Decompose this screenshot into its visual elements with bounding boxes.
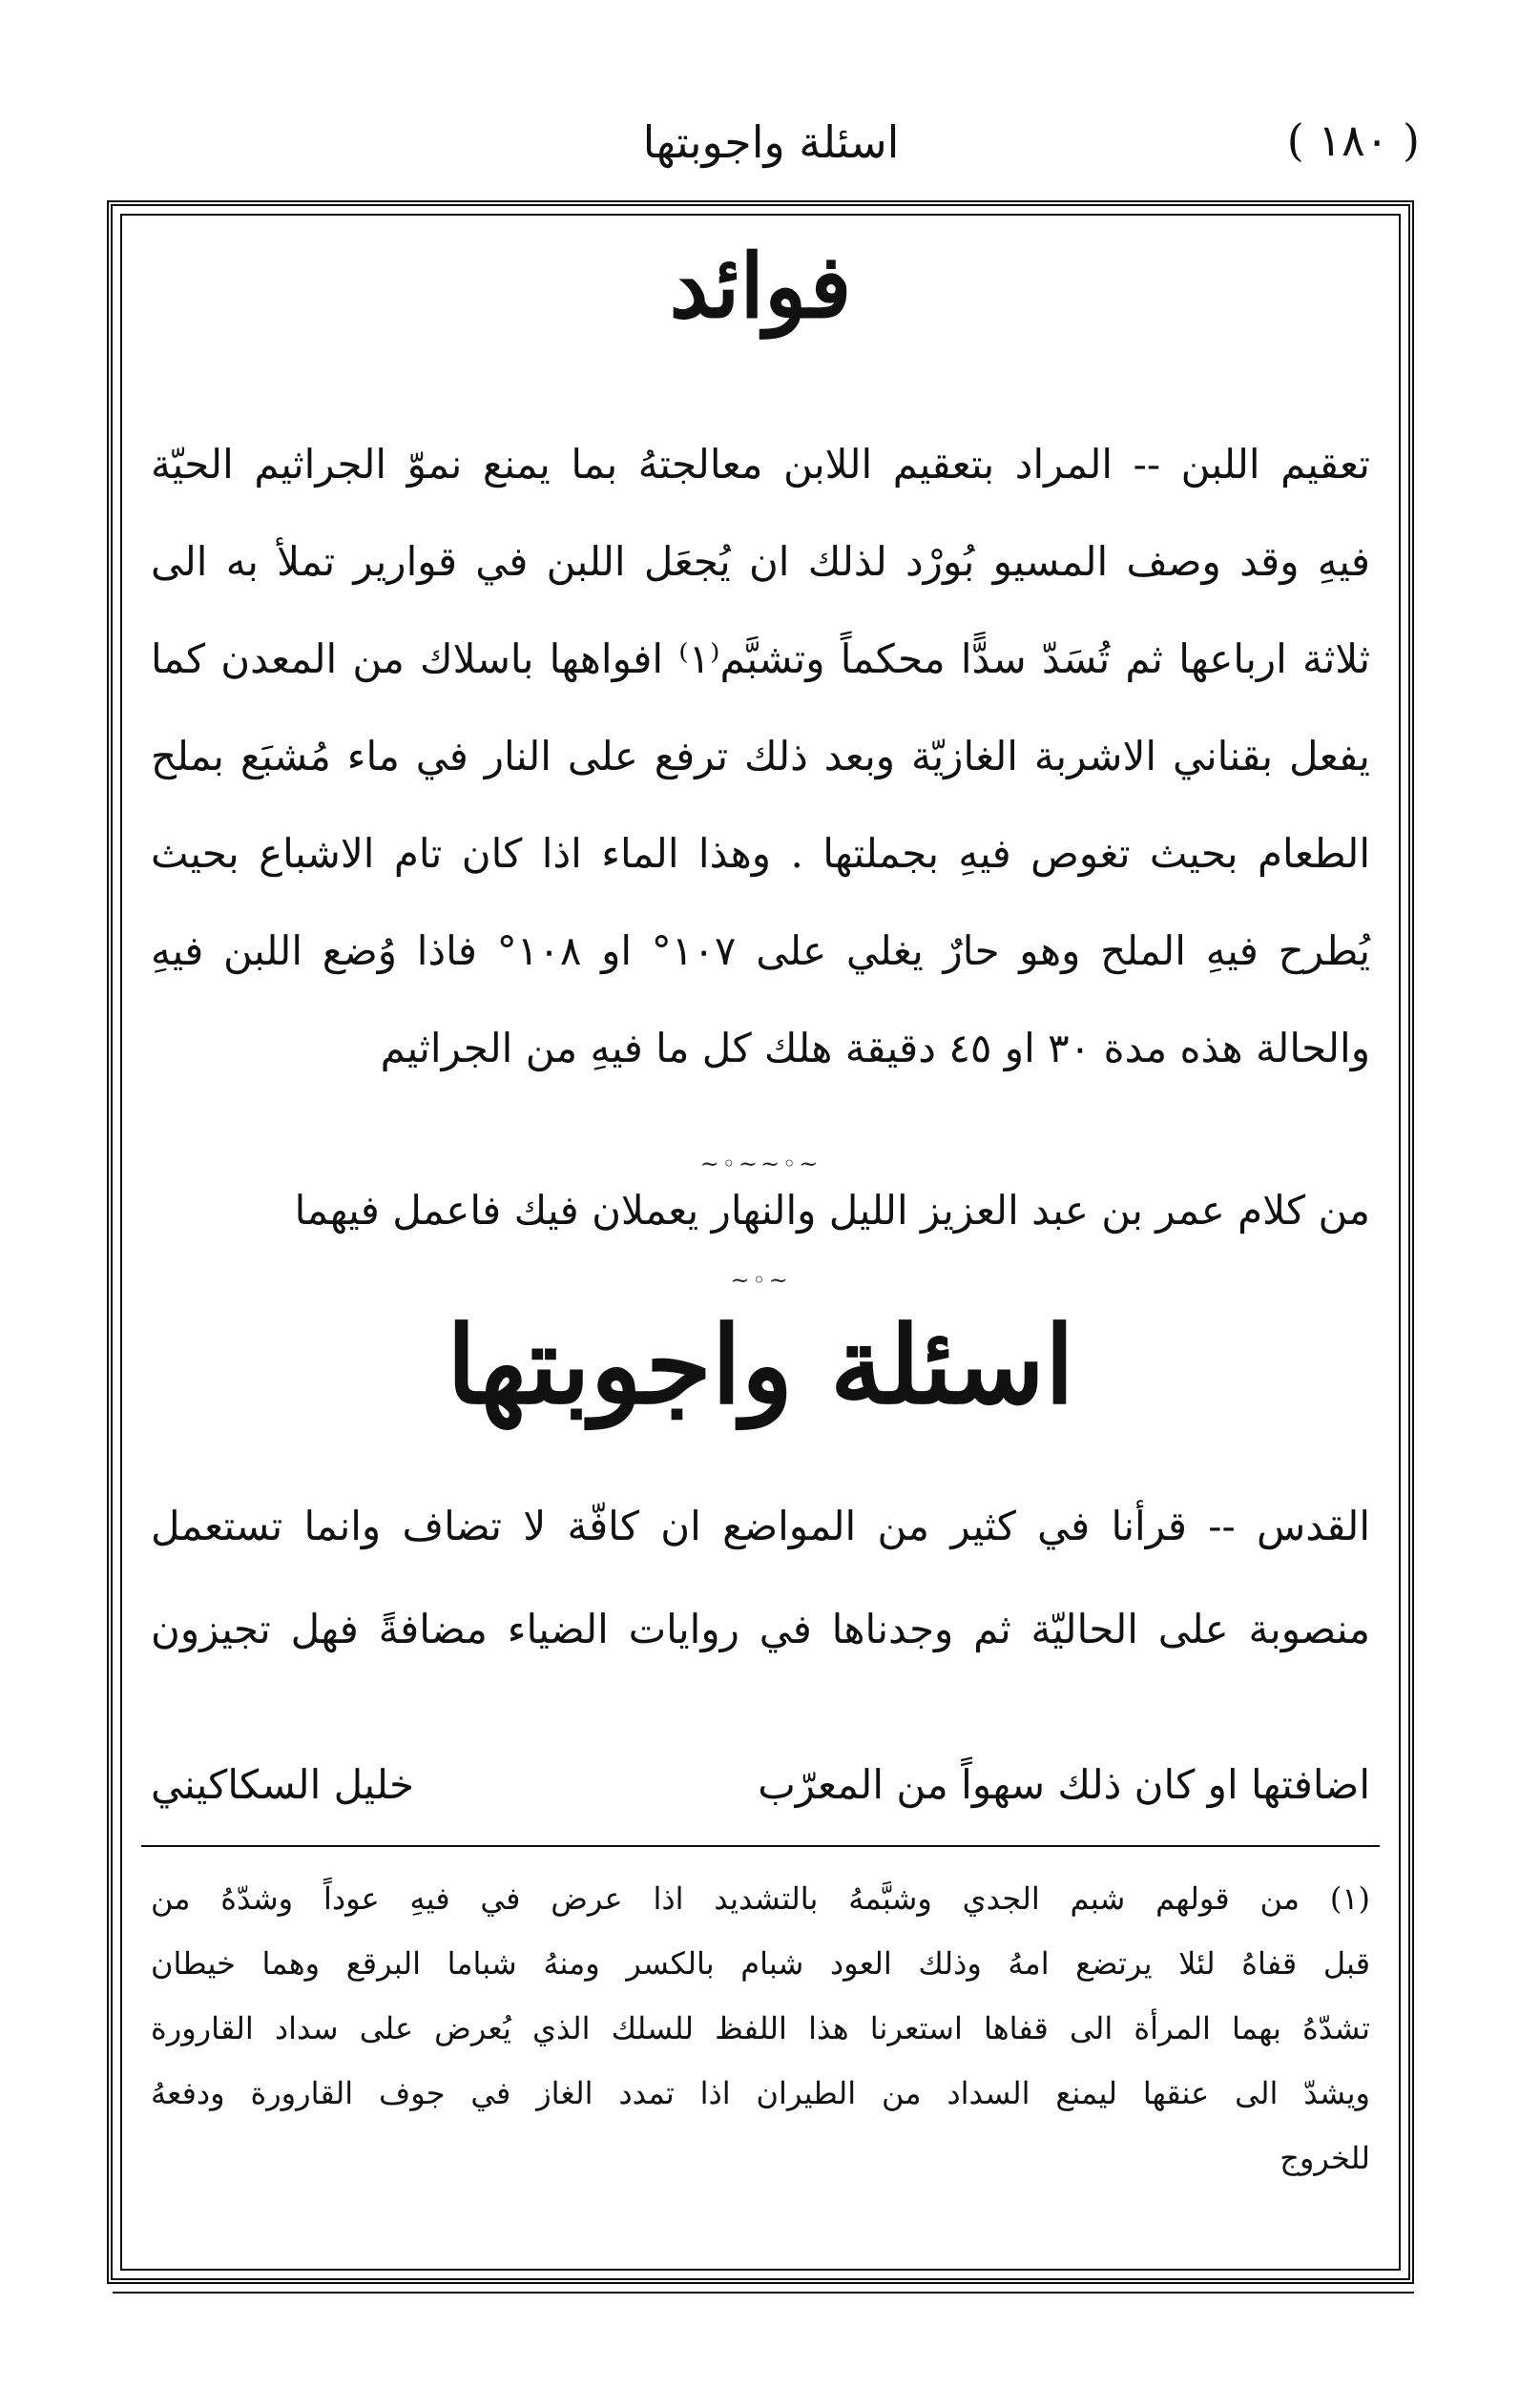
section-title-fawaid: فوائد bbox=[669, 235, 852, 338]
question-paragraph bbox=[151, 1475, 1370, 1681]
text-line: اضافتها او كان ذلك سهواً من المعرّب bbox=[758, 1761, 1370, 1808]
footnote-line: (١) من قولهم شبم الجدي وشبَّمهُ بالتشديد اذا عرض في فيهِ عوداً وشدّهُ من bbox=[151, 1880, 1371, 1917]
page-number: ( ١٨٠ ) bbox=[1286, 114, 1420, 166]
page-header bbox=[113, 105, 1429, 191]
page-frame bbox=[107, 200, 1414, 2284]
quote-umar bbox=[151, 1177, 1370, 1244]
text-line: يفعل بقناني الاشربة الغازيّة وبعد ذلك ترفع على النار في ماء مُشبَع بملح bbox=[151, 733, 1370, 779]
footnote-line: تشدّهُ بهما المرأة الى قفاها استعرنا هذا اللفظ للسلك الذي يُعرض على سداد القارورة bbox=[151, 2010, 1371, 2046]
footnote-line: قبل قفاهُ لئلا يرتضع امهُ وذلك العود شبام بالكسر ومنهُ شباما البرقع وهما خيطان bbox=[151, 1945, 1370, 1982]
section-title-questions: اسئلة واجوبتها bbox=[447, 1303, 1074, 1428]
text-line: القدس -- قرأنا في كثير من المواضع ان كافّة لا تضاف وانما تستعمل bbox=[151, 1503, 1370, 1549]
article-milk-sterilization bbox=[151, 416, 1370, 1097]
footnote-line: ويشدّ الى عنقها ليمنع السداد من الطيران اذا تمدد الغاز في جوف القارورة ودفعهُ bbox=[151, 2075, 1370, 2111]
quote-line: من كلام عمر بن عبد العزيز الليل والنهار يعملان فيك فاعمل فيهما bbox=[294, 1187, 1370, 1234]
text-line: يُطرح فيهِ الملح وهو حارٌ يغلي على ١٠٧° او ١٠٨° فاذا وُضع اللبن فيهِ bbox=[151, 927, 1371, 974]
text-line: منصوبة على الحاليّة ثم وجدناها في روايات الضياء مضافةً فهل تجيزون bbox=[151, 1606, 1370, 1652]
ornament-divider: ~◦~~◦~ bbox=[699, 1151, 822, 1177]
signature: خليل السكاكيني bbox=[151, 1761, 414, 1808]
text-line: فيهِ وقد وصف المسيو بُورْد لذلك ان يُجعَل اللبن في قوارير تملأ به الى bbox=[151, 538, 1370, 585]
text-line: تعقيم اللبن -- المراد بتعقيم اللابن معالجتهُ بما يمنع نموّ الجراثيم الحيّة bbox=[151, 441, 1370, 488]
footnote bbox=[151, 1866, 1370, 2190]
bottom-rule bbox=[113, 2292, 1414, 2294]
text-line: ثلاثة ارباعها ثم تُسَدّ سدًّا محكماً وتشبَّم⁽١⁾ افواهها باسلاك من المعدن كما bbox=[151, 635, 1371, 682]
footnote-line: للخروج bbox=[1280, 2140, 1370, 2176]
text-line: والحالة هذه مدة ٣٠ او ٤٥ دقيقة هلك كل ما فيهِ من الجراثيم bbox=[380, 1025, 1370, 1071]
text-line: الطعام بحيث تغوص فيهِ بجملتها . وهذا الماء اذا كان تام الاشباع بحيث bbox=[151, 830, 1370, 877]
ornament-divider: ~◦~ bbox=[730, 1267, 791, 1294]
running-title: اسئلة واجوبتها bbox=[642, 116, 900, 168]
footnote-separator bbox=[141, 1845, 1380, 1847]
